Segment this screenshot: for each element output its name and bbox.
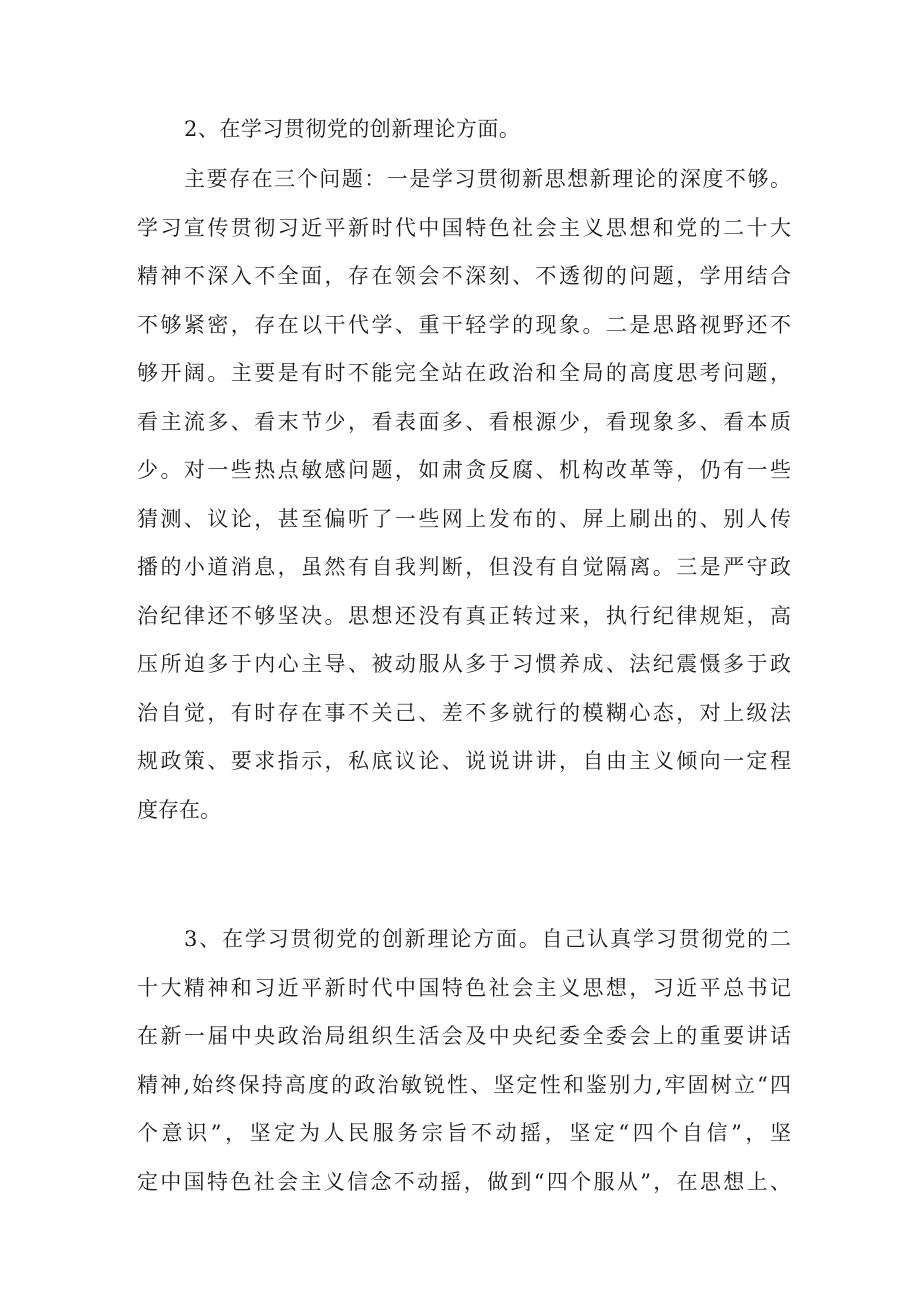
paragraph-line: 治自觉，有时存在事不关己、差不多就行的模糊心态，对上级法 [137,701,791,725]
paragraph-line: 猜测、议论，甚至偏听了一些网上发布的、屏上刷出的、别人传 [137,507,791,531]
section-2-heading: 2、在学习贯彻党的创新理论方面。 [184,117,521,141]
paragraph-line: 精神,始终保持高度的政治敏锐性、坚定性和鉴别力,牢固树立“四 [137,1073,791,1097]
paragraph-line: 少。对一些热点敏感问题，如肃贪反腐、机构改革等，仍有一些 [137,458,791,482]
paragraph-line: 治纪律还不够坚决。思想还没有真正转过来，执行纪律规矩，高 [137,604,791,628]
paragraph-line: 精神不深入不全面，存在领会不深刻、不透彻的问题，学用结合 [137,264,791,288]
paragraph-line: 够开阔。主要是有时不能完全站在政治和全局的高度思考问题， [137,361,791,385]
paragraph-line: 十大精神和习近平新时代中国特色社会主义思想，习近平总书记 [137,976,791,1000]
paragraph-line: 主要存在三个问题：一是学习贯彻新思想新理论的深度不够。 [184,167,791,191]
paragraph-line: 规政策、要求指示，私底议论、说说讲讲，自由主义倾向一定程 [137,749,791,773]
paragraph-line: 不够紧密，存在以干代学、重干轻学的现象。二是思路视野还不 [137,313,791,337]
section-3-first-line: 3、在学习贯彻党的创新理论方面。自己认真学习贯彻党的二 [184,927,791,951]
paragraph-line: 播的小道消息，虽然有自我判断，但没有自觉隔离。三是严守政 [137,555,791,579]
paragraph-line: 定中国特色社会主义信念不动摇，做到“四个服从”，在思想上、 [137,1170,791,1194]
paragraph-line: 学习宣传贯彻习近平新时代中国特色社会主义思想和党的二十大 [137,216,791,240]
paragraph-line: 度存在。 [137,798,221,822]
paragraph-line: 看主流多、看末节少，看表面多、看根源少，看现象多、看本质 [137,410,791,434]
paragraph-line: 压所迫多于内心主导、被动服从多于习惯养成、法纪震慑多于政 [137,652,791,676]
paragraph-line: 个意识”，坚定为人民服务宗旨不动摇，坚定“四个自信”，坚 [137,1121,791,1145]
paragraph-line: 在新一届中央政治局组织生活会及中央纪委全委会上的重要讲话 [137,1024,791,1048]
